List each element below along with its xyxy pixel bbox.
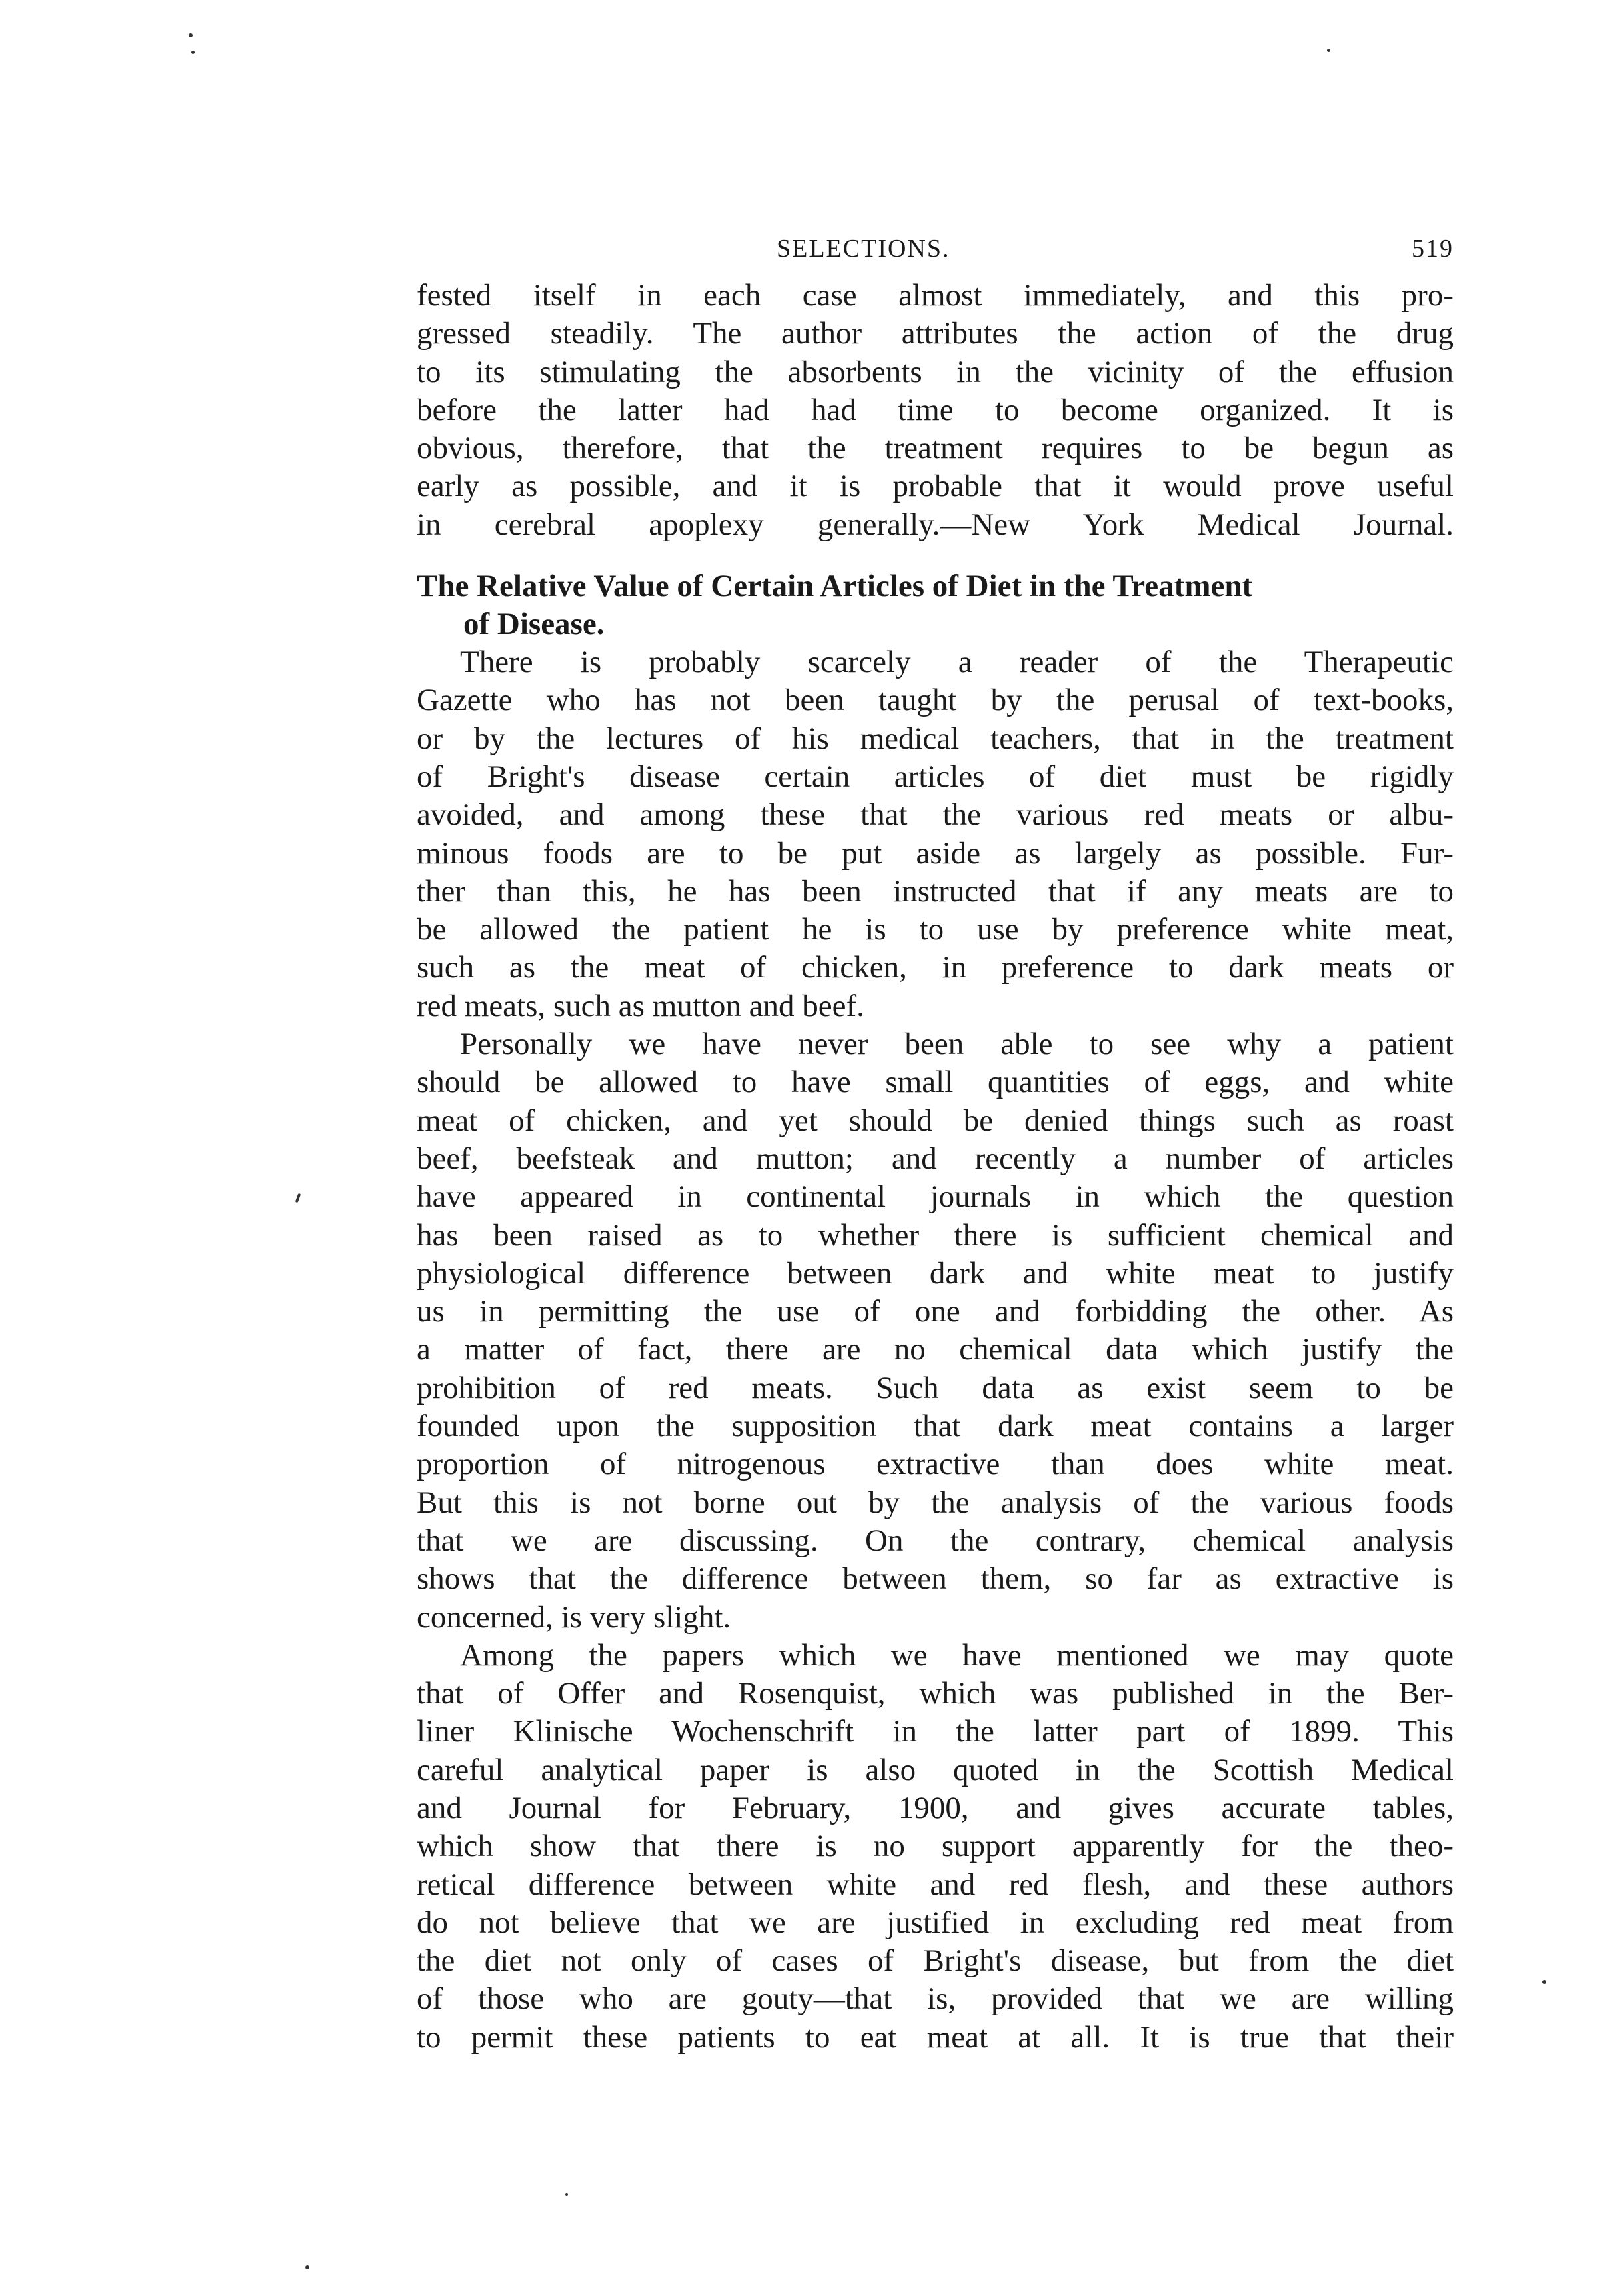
page-speck bbox=[191, 51, 195, 54]
text-line: us in permitting the use of one and forbidding the other. As bbox=[417, 1294, 1454, 1329]
running-head-title: SELECTIONS. bbox=[777, 235, 950, 263]
text-line: such as the meat of chicken, in preference to dark meats or bbox=[417, 950, 1454, 985]
text-line: concerned, is very slight. bbox=[417, 1599, 731, 1635]
page-number: 519 bbox=[1412, 235, 1454, 263]
text-line: obvious, therefore, that the treatment requires to be begun as bbox=[417, 431, 1454, 466]
text-line: to its stimulating the absorbents in the vicinity of the effusion bbox=[417, 354, 1454, 389]
article-paragraph bbox=[417, 1637, 1454, 2057]
text-line: careful analytical paper is also quoted in the Scottish Medical bbox=[417, 1752, 1454, 1787]
text-line: has been raised as to whether there is sufficient chemical and bbox=[417, 1217, 1454, 1253]
page-speck bbox=[295, 1193, 301, 1203]
page-speck bbox=[189, 33, 193, 37]
text-line: fested itself in each case almost immediately, and this pro- bbox=[417, 278, 1454, 313]
text-line: which show that there is no support apparently for the theo- bbox=[417, 1829, 1454, 1864]
text-line: Personally we have never been able to see why a patient bbox=[460, 1027, 1454, 1062]
continued-paragraph bbox=[417, 277, 1454, 544]
text-line: early as possible, and it is probable that it would prove useful bbox=[417, 469, 1454, 504]
book-page bbox=[417, 230, 1454, 2057]
text-line: do not believe that we are justified in excluding red meat from bbox=[417, 1905, 1454, 1940]
text-line: founded upon the supposition that dark meat contains a larger bbox=[417, 1409, 1454, 1444]
text-line: before the latter had had time to become organized. It is bbox=[417, 392, 1454, 427]
article-heading bbox=[417, 567, 1454, 643]
text-line: of those who are gouty—that is, provided that we are willing bbox=[417, 1981, 1454, 2017]
text-line: gressed steadily. The author attributes the action of the drug bbox=[417, 316, 1454, 351]
article-paragraph bbox=[417, 643, 1454, 1025]
text-line: in cerebral apoplexy generally.—New York Medical Journal. bbox=[417, 507, 1454, 542]
article-heading-line: The Relative Value of Certain Articles of Diet in the Treatment bbox=[417, 569, 1253, 604]
text-line: minous foods are to be put aside as largely as possible. Fur- bbox=[417, 835, 1454, 871]
text-line: beef, beefsteak and mutton; and recently a number of articles bbox=[417, 1141, 1454, 1176]
text-line: meat of chicken, and yet should be denied things such as roast bbox=[417, 1103, 1454, 1138]
text-line: shows that the difference between them, so far as extractive is bbox=[417, 1561, 1454, 1597]
text-line: have appeared in continental journals in which the question bbox=[417, 1179, 1454, 1215]
text-line: a matter of fact, there are no chemical data which justify the bbox=[417, 1332, 1454, 1367]
article-heading-line: of Disease. bbox=[463, 607, 605, 642]
page-speck bbox=[1327, 49, 1330, 52]
text-line: There is probably scarcely a reader of the Therapeutic bbox=[460, 645, 1454, 680]
text-line: red meats, such as mutton and beef. bbox=[417, 988, 864, 1023]
text-line: and Journal for February, 1900, and gives accurate tables, bbox=[417, 1790, 1454, 1825]
text-line: Gazette who has not been taught by the perusal of text-books, bbox=[417, 683, 1454, 718]
text-line: of Bright's disease certain articles of diet must be rigidly bbox=[417, 759, 1454, 794]
text-line: ther than this, he has been instructed that if any meats are to bbox=[417, 873, 1454, 909]
text-line: to permit these patients to eat meat at all. It is true that their bbox=[417, 2019, 1454, 2055]
text-line: liner Klinische Wochenschrift in the latter part of 1899. This bbox=[417, 1714, 1454, 1749]
text-line: physiological difference between dark and white meat to justify bbox=[417, 1255, 1454, 1291]
text-line: Among the papers which we have mentioned we may quote bbox=[460, 1637, 1454, 1673]
text-line: that we are discussing. On the contrary, chemical analysis bbox=[417, 1523, 1454, 1558]
page-speck bbox=[305, 2265, 309, 2269]
text-line: should be allowed to have small quantities of eggs, and white bbox=[417, 1065, 1454, 1100]
text-line: or by the lectures of his medical teachers, that in the treatment bbox=[417, 721, 1454, 756]
text-line: the diet not only of cases of Bright's disease, but from the diet bbox=[417, 1943, 1454, 1979]
text-line: But this is not borne out by the analysis of the various foods bbox=[417, 1485, 1454, 1520]
text-line: be allowed the patient he is to use by preference white meat, bbox=[417, 912, 1454, 947]
text-line: that of Offer and Rosenquist, which was published in the Ber- bbox=[417, 1676, 1454, 1711]
text-line: avoided, and among these that the various red meats or albu- bbox=[417, 797, 1454, 833]
text-line: proportion of nitrogenous extractive than does white meat. bbox=[417, 1447, 1454, 1482]
article-paragraph bbox=[417, 1025, 1454, 1637]
text-line: prohibition of red meats. Such data as exist seem to be bbox=[417, 1370, 1454, 1405]
page-speck bbox=[1542, 1980, 1546, 1984]
page-speck bbox=[565, 2193, 568, 2196]
text-line: retical difference between white and red flesh, and these authors bbox=[417, 1867, 1454, 1902]
running-head bbox=[417, 230, 1454, 277]
